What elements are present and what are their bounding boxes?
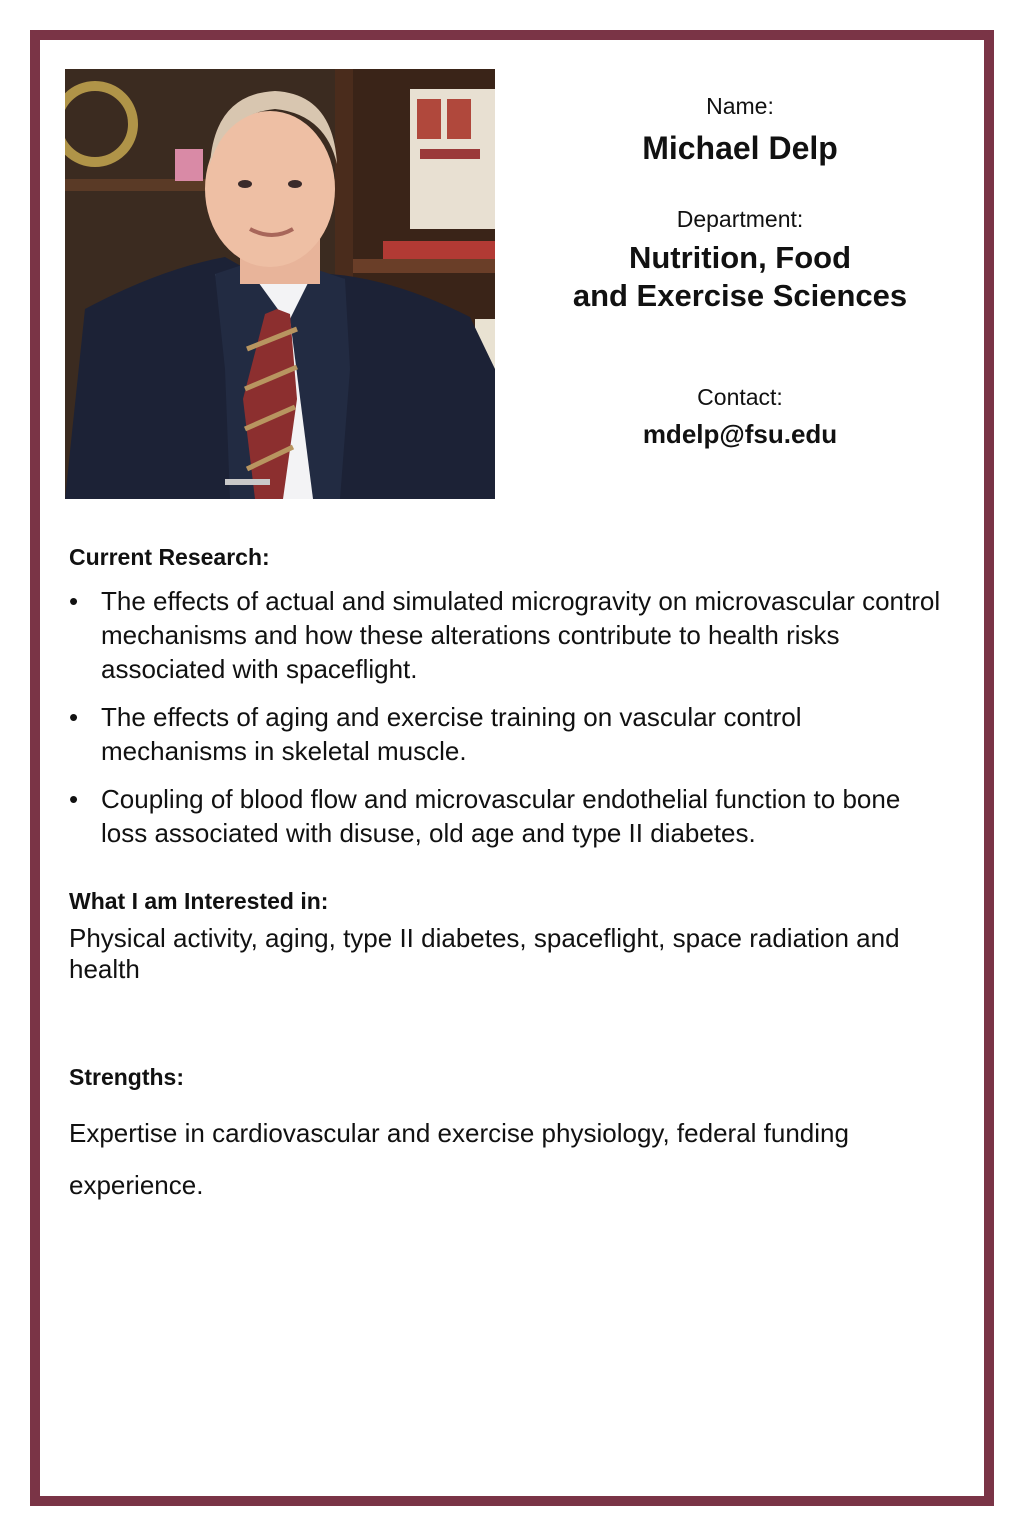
bullet-icon: • [69, 586, 79, 616]
research-item-text: The effects of aging and exercise training on vascular control mechanisms in skeletal muscle. [101, 702, 802, 766]
department-line-2: and Exercise Sciences [572, 278, 908, 313]
name-label: Name: [706, 93, 774, 119]
department-line-1: Nutrition, Food [628, 240, 852, 275]
portrait-image [65, 69, 495, 499]
research-heading: Current Research: [69, 544, 270, 570]
list-item [69, 584, 949, 686]
profile-photo [65, 69, 495, 499]
interests-text: Physical activity, aging, type II diabetes, spaceflight, space radiation and health [69, 923, 900, 984]
bullet-icon: • [69, 702, 79, 732]
interests-heading: What I am Interested in: [69, 888, 329, 914]
profile-info [540, 92, 940, 451]
strengths-heading: Strengths: [69, 1064, 184, 1090]
research-list [69, 584, 949, 850]
contact-label: Contact: [697, 384, 783, 410]
list-item [69, 700, 949, 768]
interests-section [69, 887, 949, 985]
person-name: Michael Delp [642, 130, 838, 166]
list-item [69, 782, 949, 850]
research-item-text: The effects of actual and simulated microgravity on microvascular control mechanisms and how these alterations contribute to health risks associated with spaceflight. [101, 586, 941, 684]
strengths-text: Expertise in cardiovascular and exercise physiology, federal funding experience. [69, 1118, 849, 1200]
bullet-icon: • [69, 784, 79, 814]
department-label: Department: [676, 206, 804, 232]
strengths-section [69, 1063, 949, 1211]
contact-email[interactable]: mdelp@fsu.edu [642, 419, 838, 449]
research-item-text: Coupling of blood flow and microvascular endothelial function to bone loss associated with disuse, old age and type II diabetes. [101, 784, 901, 848]
research-section [69, 543, 949, 864]
